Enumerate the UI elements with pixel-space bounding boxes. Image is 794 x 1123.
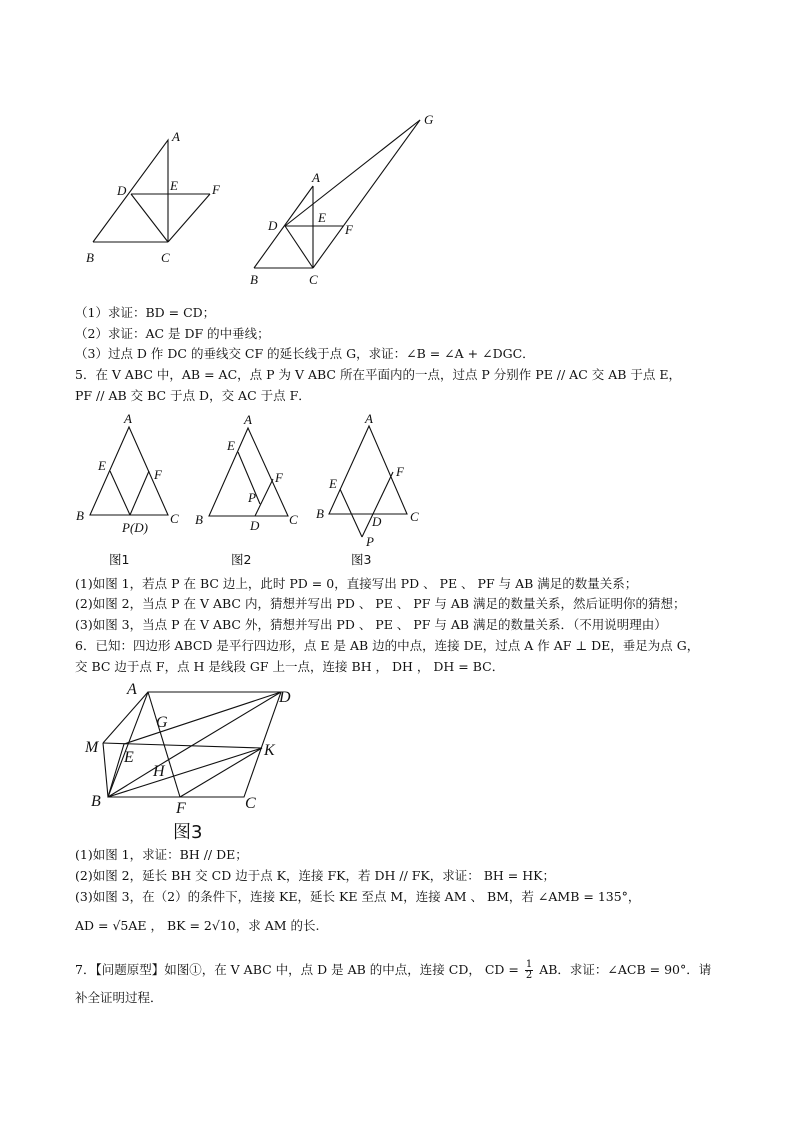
q4-part2: （2）求证：AC 是 DF 的中垂线； xyxy=(75,326,270,341)
fig2-label-E: E xyxy=(227,438,235,453)
fig3-label-F: F xyxy=(396,464,404,479)
fig1-label-A: A xyxy=(124,411,132,426)
q7-frac-den: 2 xyxy=(525,970,533,981)
q7-fraction xyxy=(525,960,533,981)
left-label-D: D xyxy=(117,183,127,198)
right-label-F: F xyxy=(345,222,353,237)
fig3-label-B: B xyxy=(316,506,324,521)
q6-part3: (3)如图 3，在（2）的条件下，连接 KE，延长 KE 至点 M，连接 AM 、 BM，若 ∠AMB = 135°， xyxy=(75,889,641,904)
q6-part2: (2)如图 2，延长 BH 交 CD 边于点 K，连接 FK，若 DH // FK，求证： BH = HK； xyxy=(75,868,555,883)
fig3-label-A: A xyxy=(365,411,373,426)
fig3-label-C: C xyxy=(410,509,419,524)
fig3-label-E: E xyxy=(329,476,337,491)
q6-part3b: AD = √5AE ， BK = 2√10，求 AM 的长. xyxy=(75,918,320,933)
q6-label-E: E xyxy=(124,749,134,766)
fig3-label-D: D xyxy=(372,514,382,529)
fig1-label-C: C xyxy=(170,511,179,526)
right-label-A: A xyxy=(312,170,320,185)
q6-label-G: G xyxy=(156,714,168,731)
left-label-E: E xyxy=(170,178,178,193)
right-label-C: C xyxy=(309,272,318,287)
q7-text-a: 7．【问题原型】如图①，在 V ABC 中，点 D 是 AB 的中点，连接 CD， CD = xyxy=(75,962,519,977)
left-label-B: B xyxy=(86,250,94,265)
left-label-F: F xyxy=(212,182,220,197)
q6-label-H: H xyxy=(153,763,165,780)
q6-fig-caption: 图3 xyxy=(173,822,203,843)
fig2-label-D: D xyxy=(250,518,260,533)
q6-label-F: F xyxy=(176,800,186,817)
q6-am xyxy=(103,692,148,743)
fig1-label-E: E xyxy=(98,458,106,473)
q4-part3: （3）过点 D 作 DC 的垂线交 CF 的延长线于点 G，求证：∠B = ∠A + ∠DGC． xyxy=(75,346,535,361)
q5-fig1-caption: 图1 xyxy=(109,552,130,567)
right-label-E: E xyxy=(318,210,326,225)
q6-part1: (1)如图 1，求证：BH // DE； xyxy=(75,847,248,862)
q6-line2: 交 BC 边于点 F，点 H 是线段 GF 上一点，连接 BH ， DH ， DH = BC． xyxy=(75,659,505,674)
q5-part1: (1)如图 1，若点 P 在 BC 边上，此时 PD = 0，直接写出 PD 、 PE 、 PF 与 AB 满足的数量关系； xyxy=(75,576,638,591)
q6-label-A: A xyxy=(127,681,137,698)
fig1-label-F: F xyxy=(154,467,162,482)
fig2-label-F: F xyxy=(275,470,283,485)
q7-frac-num: 1 xyxy=(525,959,533,970)
fig1-label-PD: P(D) xyxy=(122,520,148,535)
q6-fk xyxy=(180,748,262,797)
q4-part1: （1）求证：BD = CD； xyxy=(75,305,216,320)
q6-label-M: M xyxy=(85,739,99,756)
right-label-B: B xyxy=(250,272,258,287)
fig2-label-B: B xyxy=(195,512,203,527)
right-label-G: G xyxy=(424,112,434,127)
q7-line2: 补全证明过程． xyxy=(75,990,163,1005)
q6-line1: 6．已知：四边形 ABCD 是平行四边形，点 E 是 AB 边的中点，连接 DE，过点 A 作 AF ⊥ DE，垂足为点 G， xyxy=(75,638,700,653)
fig1-label-B: B xyxy=(76,508,84,523)
left-label-C: C xyxy=(161,250,170,265)
fig2-label-P: P xyxy=(248,490,256,505)
q5-part3: (3)如图 3，当点 P 在 V ABC 外，猜想并写出 PD 、 PE 、 PF 与 AB 满足的数量关系．（不用说明理由） xyxy=(75,617,667,632)
q6-label-C: C xyxy=(245,795,256,812)
q7-text-b: AB．求证：∠ACB = 90°．请 xyxy=(539,962,712,977)
fig2-label-A: A xyxy=(244,412,252,427)
left-label-A: A xyxy=(172,129,180,144)
q5-fig2-caption: 图2 xyxy=(231,552,252,567)
q5-fig3-caption: 图3 xyxy=(351,552,372,567)
fig3-label-P: P xyxy=(366,534,374,549)
q6-label-K: K xyxy=(264,742,275,759)
q6-label-B: B xyxy=(91,793,101,810)
fig2-label-C: C xyxy=(289,512,298,527)
q5-part2: (2)如图 2，当点 P 在 V ABC 内，猜想并写出 PD 、 PE 、 PF 与 AB 满足的数量关系，然后证明你的猜想； xyxy=(75,596,686,611)
right-label-D: D xyxy=(268,218,278,233)
q6-de xyxy=(124,692,281,744)
q6-me xyxy=(103,743,108,797)
q5-line2: PF // AB 交 BC 于点 D，交 AC 于点 F． xyxy=(75,388,311,403)
q7-line1 xyxy=(75,960,711,981)
q6-label-D: D xyxy=(279,689,291,706)
q5-line1: 5．在 V ABC 中，AB = AC，点 P 为 V ABC 所在平面内的一点，过点 P 分别作 PE // AC 交 AB 于点 E， xyxy=(75,367,682,382)
